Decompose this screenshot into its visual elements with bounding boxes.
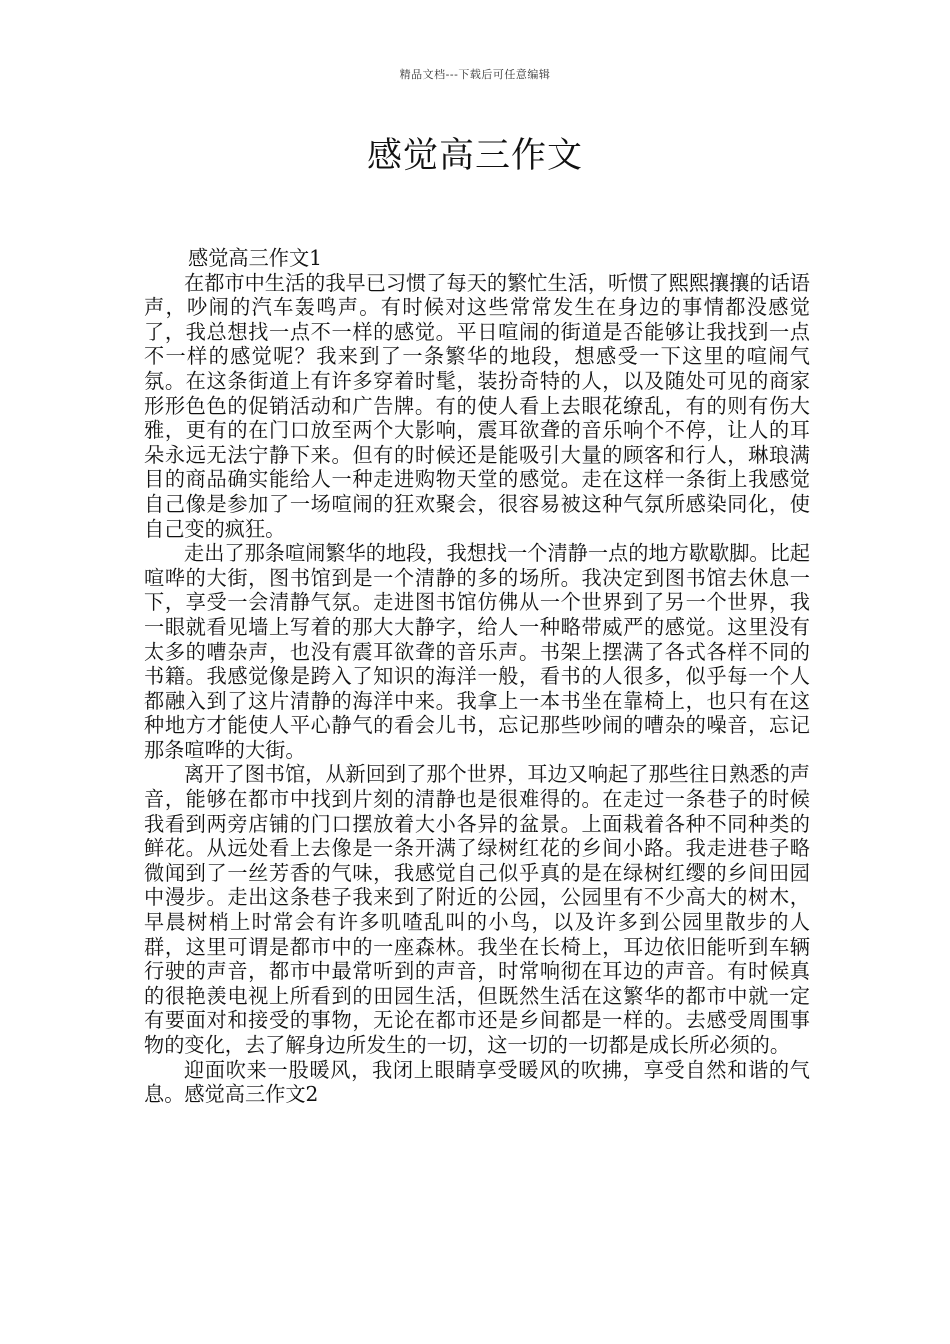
document-body bbox=[144, 246, 810, 1107]
paragraph-4: 迎面吹来一股暖风，我闭上眼睛享受暖风的吹拂，享受自然和谐的气息。感觉高三作文2 bbox=[144, 1057, 810, 1107]
document-title: 感觉高三作文 bbox=[366, 136, 583, 176]
paragraph-3: 离开了图书馆，从新回到了那个世界，耳边又响起了那些往日熟悉的声音，能够在都市中找到片刻的清静也是很难得的。在走过一条巷子的时候我看到两旁店铺的门口摆放着大小各异的盆景。上面栽着各种不同种类的鲜花。从远处看上去像是一条开满了绿树红花的乡间小路。我走进巷子略微闻到了一丝芳香的气味，我感觉自己似乎真的是在绿树红缨的乡间田园中漫步。走出这条巷子我来到了附近的公园，公园里有不少高大的树木，早晨树梢上时常会有许多叽喳乱叫的小鸟，以及许多到公园里散步的人群，这里可谓是都市中的一座森林。我坐在长椅上，耳边依旧能听到车辆行驶的声音，都市中最常听到的声音，时常响彻在耳边的声音。有时候真的很艳羡电视上所看到的田园生活，但既然生活在这繁华的都市中就一定有要面对和接受的事物，无论在都市还是乡间都是一样的。去感受周围事物的变化，去了解身边所发生的一切，这一切的一切都是成长所必须的。 bbox=[144, 762, 810, 1057]
header-note: 精品文档---下载后可任意编辑 bbox=[399, 68, 551, 81]
paragraph-2: 走出了那条喧闹繁华的地段，我想找一个清静一点的地方歇歇脚。比起喧哗的大街，图书馆到是一个清静的多的场所。我决定到图书馆去休息一下，享受一会清静气氛。走进图书馆仿佛从一个世界到了另一个世界，我一眼就看见墙上写着的那大大静字，给人一种略带威严的感觉。这里没有太多的嘈杂声，也没有震耳欲聋的音乐声。书架上摆满了各式各样不同的书籍。我感觉像是跨入了知识的海洋一般，看书的人很多，似乎每一个人都融入到了这片清静的海洋中来。我拿上一本书坐在靠椅上，也只有在这种地方才能使人平心静气的看会儿书，忘记那些吵闹的嘈杂的噪音，忘记那条喧哗的大街。 bbox=[144, 541, 810, 762]
section-heading: 感觉高三作文1 bbox=[188, 246, 322, 270]
paragraph-1: 在都市中生活的我早已习惯了每天的繁忙生活，听惯了熙熙攘攘的话语声，吵闹的汽车轰鸣声。有时候对这些常常发生在身边的事情都没感觉了，我总想找一点不一样的感觉。平日喧闹的街道是否能够让我找到一点不一样的感觉呢？我来到了一条繁华的地段，想感受一下这里的喧闹气氛。在这条街道上有许多穿着时髦，装扮奇特的人，以及随处可见的商家形形色色的促销活动和广告牌。有的使人看上去眼花缭乱，有的则有伤大雅，更有的在门口放至两个大影响，震耳欲聋的音乐响个不停，让人的耳朵永远无法宁静下来。但有的时候还是能吸引大量的顾客和行人，琳琅满目的商品确实能给人一种走进购物天堂的感觉。走在这样一条街上我感觉自己像是参加了一场喧闹的狂欢聚会，很容易被这种气氛所感染同化，使自己变的疯狂。 bbox=[144, 270, 810, 541]
